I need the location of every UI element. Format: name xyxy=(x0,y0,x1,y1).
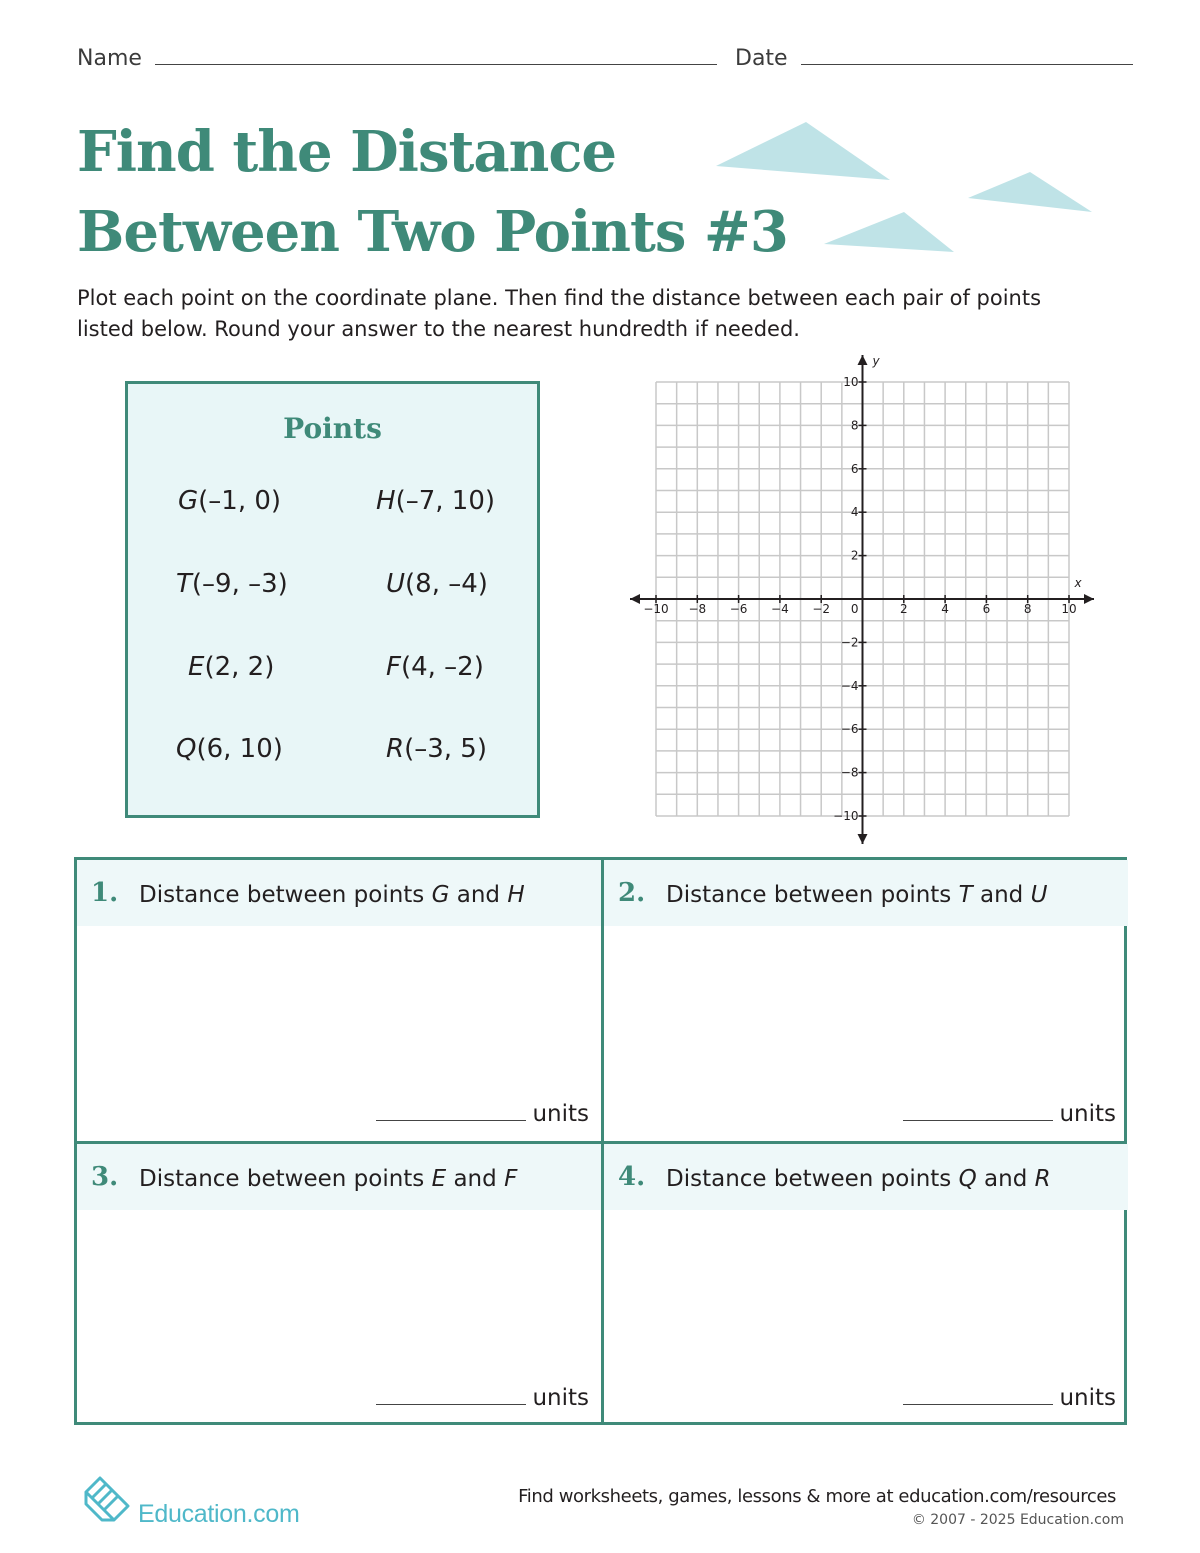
y-axis-down-arrow xyxy=(858,834,868,844)
x-tick-label: 8 xyxy=(1023,602,1032,616)
answer-line[interactable] xyxy=(903,1385,1116,1411)
axes xyxy=(630,355,1094,844)
question-cell-4[interactable] xyxy=(604,1144,1128,1425)
unit-label: units xyxy=(532,1101,589,1127)
y-tick-label: −6 xyxy=(840,722,859,737)
y-tick-label: −8 xyxy=(840,765,859,780)
y-tick-label: 2 xyxy=(850,548,859,563)
education-logo-icon[interactable] xyxy=(82,1474,132,1526)
point-label: U(8, –4) xyxy=(386,569,488,599)
question-cell-3[interactable] xyxy=(77,1144,601,1425)
point-label: T(–9, –3) xyxy=(176,569,288,599)
answer-line[interactable] xyxy=(376,1101,589,1127)
answer-blank[interactable] xyxy=(903,1387,1053,1405)
x-tick-label: −2 xyxy=(812,602,831,616)
x-axis-label: x xyxy=(1074,576,1082,590)
y-tick-label: −4 xyxy=(840,678,859,693)
instructions: Plot each point on the coordinate plane. Then find the distance between each pair of points listed below. Round your answer to the nearest hundredth if needed. xyxy=(77,286,1042,341)
point-label: E(2, 2) xyxy=(188,652,275,682)
y-tick-label: 10 xyxy=(843,375,859,389)
question-text: Distance between points T and U xyxy=(666,882,1048,908)
name-label: Name xyxy=(77,46,142,71)
question-number: 2. xyxy=(618,878,646,908)
answer-grid xyxy=(74,857,1127,1425)
horizontal-divider xyxy=(77,1141,1124,1144)
answer-blank[interactable] xyxy=(376,1103,526,1121)
answer-line[interactable] xyxy=(376,1385,589,1411)
page-title-line-1: Find the Distance xyxy=(77,119,617,185)
x-axis-left-arrow xyxy=(630,594,640,604)
points-panel-title: Points xyxy=(283,412,382,445)
y-tick-label: 8 xyxy=(850,418,859,433)
x-tick-label: 6 xyxy=(982,602,991,616)
unit-label: units xyxy=(1059,1101,1116,1127)
question-cell-1[interactable] xyxy=(77,860,601,1141)
question-text: Distance between points G and H xyxy=(139,882,525,908)
x-tick-label: 4 xyxy=(941,602,949,616)
y-tick-label: −2 xyxy=(840,635,859,650)
y-tick-label: 6 xyxy=(850,461,859,476)
x-tick-label: 10 xyxy=(1061,602,1077,616)
question-cell-2[interactable] xyxy=(604,860,1128,1141)
question-number: 4. xyxy=(618,1162,646,1192)
unit-label: units xyxy=(1059,1385,1116,1411)
question-text: Distance between points Q and R xyxy=(666,1166,1051,1192)
answer-blank[interactable] xyxy=(903,1103,1053,1121)
y-axis-label: y xyxy=(872,354,880,368)
footer-resources-link[interactable]: Find worksheets, games, lessons & more at education.com/resources xyxy=(518,1486,1116,1507)
education-logo-text[interactable]: Education.com xyxy=(138,1500,300,1528)
x-tick-label: −10 xyxy=(643,602,669,616)
question-number: 3. xyxy=(91,1162,119,1192)
page-title-line-2: Between Two Points #3 xyxy=(77,199,788,265)
answer-line[interactable] xyxy=(903,1101,1116,1127)
x-tick-label: −8 xyxy=(688,602,707,616)
x-tick-label: −4 xyxy=(771,602,789,616)
answer-blank[interactable] xyxy=(376,1387,526,1405)
origin-label: 0 xyxy=(850,602,859,616)
point-label: H(–7, 10) xyxy=(376,486,496,516)
date-label: Date xyxy=(735,46,788,71)
x-axis-right-arrow xyxy=(1084,594,1094,604)
point-label: Q(6, 10) xyxy=(176,734,283,764)
x-tick-label: 2 xyxy=(899,602,908,616)
question-text: Distance between points E and F xyxy=(139,1166,518,1192)
footer-copyright: © 2007 - 2025 Education.com xyxy=(911,1512,1124,1528)
x-tick-label: −6 xyxy=(729,602,748,616)
point-label: R(–3, 5) xyxy=(386,734,487,764)
point-label: F(4, –2) xyxy=(386,652,484,682)
y-tick-label: −10 xyxy=(833,809,859,823)
unit-label: units xyxy=(532,1385,589,1411)
y-axis-up-arrow xyxy=(858,355,868,365)
question-number: 1. xyxy=(91,878,119,908)
y-tick-label: 4 xyxy=(850,505,859,520)
point-label: G(–1, 0) xyxy=(178,486,282,516)
